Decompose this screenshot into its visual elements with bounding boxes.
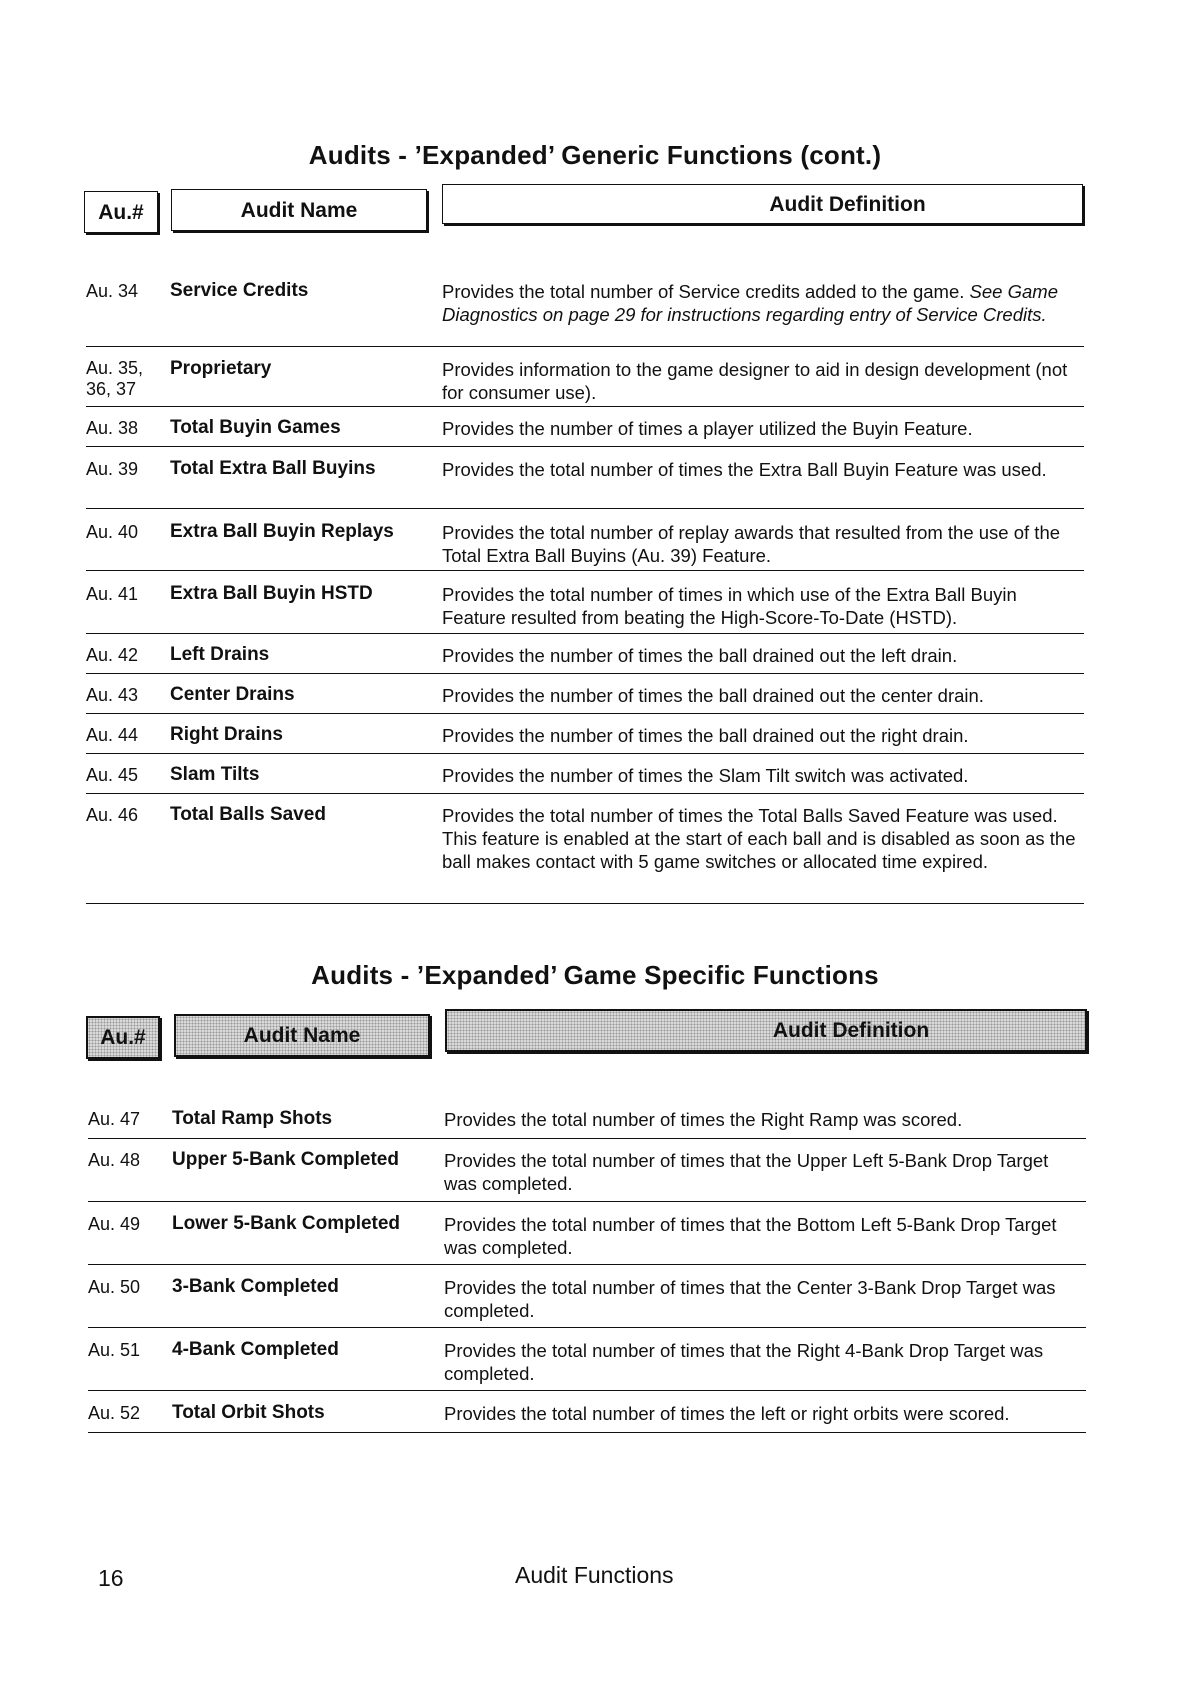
table-row: Au. 43 Center Drains Provides the number of times the ball drained out the center drain.: [86, 674, 1084, 714]
table-row: Au. 38 Total Buyin Games Provides the number of times a player utilized the Buyin Feature.: [86, 407, 1084, 447]
page-number: 16: [98, 1565, 124, 1591]
table-row: Au. 45 Slam Tilts Provides the number of times the Slam Tilt switch was activated.: [86, 754, 1084, 794]
section-title-generic: Audits - ’Expanded’ Generic Functions (cont.): [308, 140, 882, 170]
table-row: Au. 35, 36, 37 Proprietary Provides information to the game designer to aid in design development (not for consumer use).: [86, 347, 1084, 407]
header-audit-name: Audit Name: [174, 1014, 430, 1057]
table-row: Au. 47 Total Ramp Shots Provides the total number of times the Right Ramp was scored.: [88, 1098, 1086, 1139]
table-row: Au. 48 Upper 5-Bank Completed Provides the total number of times that the Upper Left 5-Bank Drop Target was completed.: [88, 1139, 1086, 1202]
header-au-num: Au.#: [86, 1016, 160, 1059]
table-row: Au. 39 Total Extra Ball Buyins Provides the total number of times the Extra Ball Buyin Feature was used.: [86, 447, 1084, 509]
table-row: Au. 44 Right Drains Provides the number of times the ball drained out the right drain.: [86, 714, 1084, 754]
footer-chapter-title: Audit Functions: [515, 1562, 674, 1588]
table-row: Au. 46 Total Balls Saved Provides the total number of times the Total Balls Saved Feature was used. This feature is enabled at the start of each ball and is disabled as soon as the ball makes contact with 5 game switches or allocated time expired.: [86, 794, 1084, 904]
header-audit-name: Audit Name: [171, 189, 427, 231]
table-row: Au. 49 Lower 5-Bank Completed Provides the total number of times that the Bottom Left 5-Bank Drop Target was completed.: [88, 1202, 1086, 1265]
header-audit-definition: Audit Definition: [445, 1009, 1087, 1052]
header-au-num: Au.#: [84, 191, 158, 233]
section-title-game-specific: Audits - ’Expanded’ Game Specific Functions: [311, 960, 879, 990]
audit-table-generic: [86, 274, 1084, 904]
table-row: Au. 34 Service Credits Provides the total number of Service credits added to the game. See Game Diagnostics on page 29 for instructions regarding entry of Service Credits.: [86, 274, 1084, 347]
header-audit-definition: Audit Definition: [442, 184, 1083, 224]
audit-table-game-specific: [88, 1098, 1086, 1433]
table-row: Au. 51 4-Bank Completed Provides the total number of times that the Right 4-Bank Drop Target was completed.: [88, 1328, 1086, 1391]
table-row: Au. 50 3-Bank Completed Provides the total number of times that the Center 3-Bank Drop Target was completed.: [88, 1265, 1086, 1328]
table-row: Au. 52 Total Orbit Shots Provides the total number of times the left or right orbits were scored.: [88, 1391, 1086, 1433]
table-row: Au. 40 Extra Ball Buyin Replays Provides the total number of replay awards that resulted from the use of the Total Extra Ball Buyins (Au. 39) Feature.: [86, 509, 1084, 571]
table-row: Au. 41 Extra Ball Buyin HSTD Provides the total number of times in which use of the Extra Ball Buyin Feature resulted from beating the High-Score-To-Date (HSTD).: [86, 571, 1084, 634]
table-row: Au. 42 Left Drains Provides the number of times the ball drained out the left drain.: [86, 634, 1084, 674]
